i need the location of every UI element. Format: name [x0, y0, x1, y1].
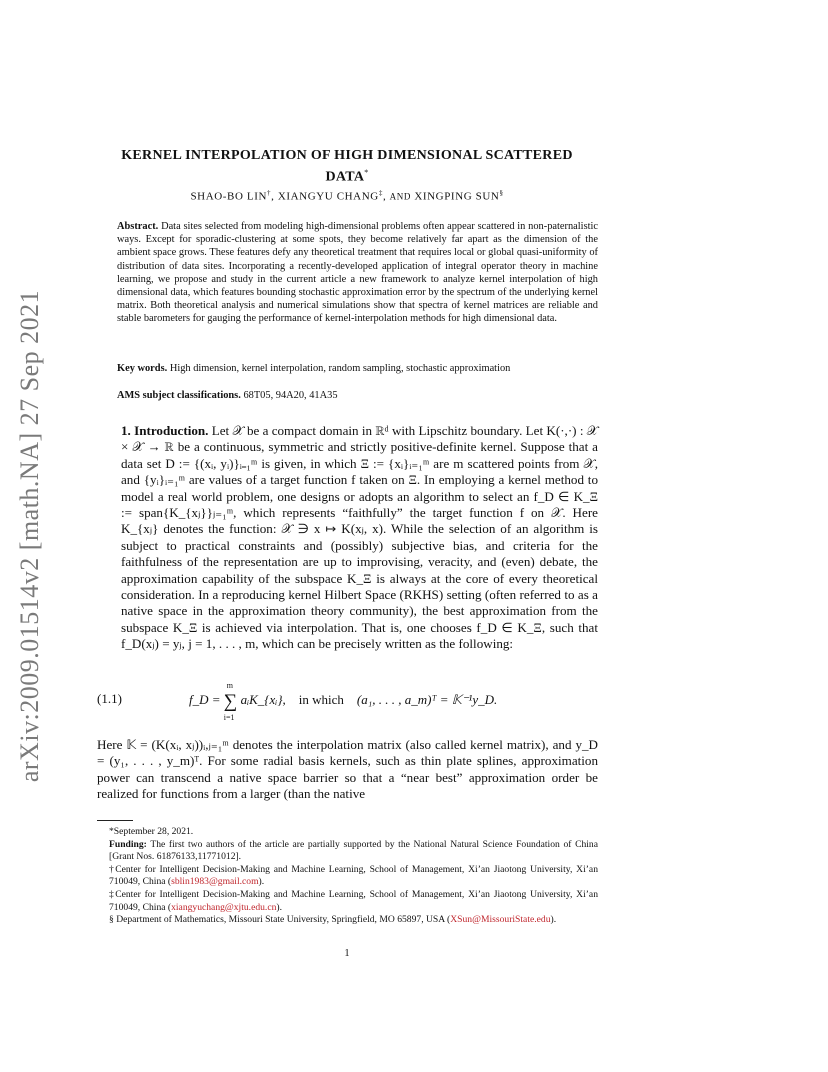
title-footnote-mark: *: [364, 168, 369, 177]
summation-symbol: ∑ m i=1: [223, 681, 238, 722]
footnote-close-2: ).: [276, 901, 282, 913]
funding-text: The first two authors of the article are partially supported by the National Natural Science Foundation of China [Grant Nos. 61876133,11771012].: [109, 838, 598, 863]
paper-title: [96, 147, 598, 186]
funding-label: Funding:: [109, 838, 147, 850]
sum-lower-limit: i=1: [223, 713, 235, 722]
ams-label: AMS subject classifications.: [117, 390, 241, 401]
footnote-affiliation-2: ‡Center for Intelligent Decision-Making and Machine Learning, School of Management, Xi’an Jiaotong University, Xi’an 710049, China (: [109, 888, 598, 913]
footnote-date: *September 28, 2021.: [109, 826, 194, 837]
intro-paragraph: Let 𝒳 be a compact domain in ℝᵈ with Lipschitz boundary. Let K(·,·) : 𝒳 × 𝒳 → ℝ be a continuous, symmetric and strictly positive-definite kernel. Suppose that a data set D := {(xᵢ, yᵢ)}ᵢ₌₁ᵐ is given, in which Ξ := {xᵢ}ᵢ₌₁ᵐ are m scattered points from 𝒳, and {yᵢ}ᵢ₌₁ᵐ are values of a target function f taken on Ξ. In employing a kernel method to model a real world problem, one designs or adopts an algorithm to select an f_D ∈ K_Ξ := span{K_{xⱼ}}ⱼ₌₁ᵐ, which represents “faithfully” the target function f on 𝒳. Here K_{xⱼ} denotes the function: 𝒳 ∋ x ↦ K(xⱼ, x). While the selection of an algorithm is subject to practical constraints and (possibly) subjective bias, and criteria for the faithfulness of the representation are up to improvising, veracity, and (even) debate, the approximation capability of the subspace K_Ξ is always at the core of every theoretical consideration. In a reproducing kernel Hilbert Space (RKHS) setting (often referred to as a native space in the approximation theory community), the best approximation from the subspace K_Ξ is achieved via interpolation. That is, one chooses f_D ∈ K_Ξ, such that f_D(xⱼ) = yⱼ, j = 1, . . . , m, which can be precisely written as the following:: [121, 423, 598, 652]
arxiv-identifier-stamp: arXiv:2009.01514v2 [math.NA] 27 Sep 2021: [15, 289, 44, 783]
author-3-mark: §: [499, 189, 504, 197]
email-link-1[interactable]: sblin1983@gmail.com: [171, 876, 259, 888]
abstract: [97, 220, 598, 326]
equation-which: in which: [298, 692, 344, 707]
ams-classifications: [117, 390, 338, 401]
ams-text: 68T05, 94A20, 41A35: [243, 390, 338, 401]
equation-summand: aᵢK_{xᵢ},: [240, 692, 286, 707]
equation-lhs: f_D =: [189, 692, 221, 707]
keywords: [117, 363, 510, 374]
author-1: SHAO-BO LIN: [190, 190, 268, 203]
keywords-text: High dimension, kernel interpolation, random sampling, stochastic approximation: [169, 363, 511, 374]
author-2-mark: ‡: [378, 189, 383, 197]
email-link-3[interactable]: XSun@MissouriState.edu: [450, 914, 551, 926]
author-conjunction: AND: [389, 191, 411, 202]
equation-1-1: [97, 680, 598, 720]
equation-rhs: (a₁, . . . , a_m)ᵀ = 𝕂⁻¹y_D.: [356, 692, 498, 707]
title-line-2: DATA: [325, 169, 365, 185]
title-line-1: KERNEL INTERPOLATION OF HIGH DIMENSIONAL SCATTERED: [121, 148, 573, 163]
footnotes: [97, 826, 598, 927]
footnote-rule: [97, 820, 133, 821]
footnote-affiliation-3: § Department of Mathematics, Missouri State University, Springfield, MO 65897, USA (: [109, 914, 451, 926]
para2-text: Here 𝕂 = (K(xᵢ, xⱼ))ᵢ,ⱼ₌₁ᵐ denotes the interpolation matrix (also called kernel matrix), and y_D = (y₁, . . . , y_m)ᵀ. For some radial basis kernels, such as thin plate splines, approximation power can transcend a native space barrier so that a “near best” approximation order be realized for functions from a larger (than the native: [97, 737, 598, 802]
page-number: 1: [344, 948, 350, 959]
abstract-label: Abstract.: [117, 221, 159, 232]
abstract-text: Data sites selected from modeling high-dimensional problems often appear scattered in non-paternalistic ways. Except for sporadic-clustering at some spots, they become relatively far apart as the dimension of the ambient space grows. These features defy any theoretical treatment that requires local or global quasi-uniformity of distribution of data sites. Incorporating a recently-developed application of integral operator theory in machine learning, we propose and study in the current article a new framework to analyze kernel interpolation of high dimensional data, which features bounding stochastic approximation error by the spectrum of the underlying kernel matrix. Both theoretical analysis and numerical simulations show that spectra of kernel matrices are reliable and stable barometers for gauging the performance of kernel-interpolation methods for high dimensional data.: [117, 221, 598, 325]
keywords-label: Key words.: [117, 363, 168, 374]
section-heading: 1. Introduction.: [121, 423, 209, 438]
equation-label: (1.1): [97, 691, 122, 706]
body-paragraph: [97, 737, 598, 803]
introduction-section: [97, 423, 598, 653]
footnote-affiliation-1: †Center for Intelligent Decision-Making and Machine Learning, School of Management, Xi’an Jiaotong University, Xi’an 710049, China (: [109, 863, 598, 888]
footnote-close-3: ).: [550, 914, 557, 926]
author-3: XINGPING SUN: [414, 190, 500, 203]
footnote-close-1: ).: [258, 876, 265, 888]
author-1-mark: †: [267, 189, 272, 197]
email-link-2[interactable]: xiangyuchang@xjtu.edu.cn: [171, 901, 277, 913]
author-2: XIANGYU CHANG: [277, 190, 379, 203]
author-list: SHAO-BO LIN†, XIANGYU CHANG‡, AND XINGPING SUN§: [190, 189, 504, 203]
sum-upper-limit: m: [226, 681, 234, 690]
